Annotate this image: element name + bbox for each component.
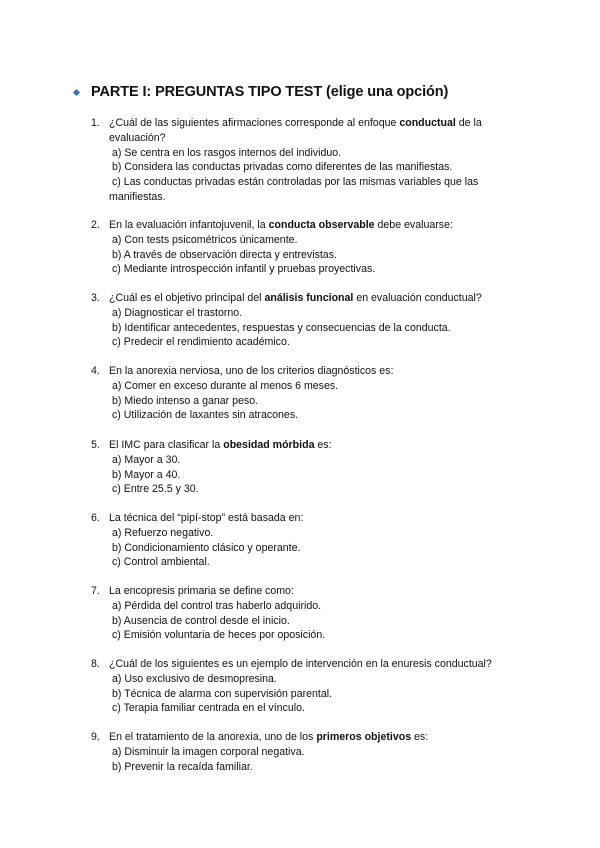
question-number: 7. — [91, 585, 100, 597]
option-a: a) Refuerzo negativo. — [112, 526, 214, 539]
option-a: a) Disminuir la imagen corporal negativa. — [112, 745, 305, 758]
question-number: 1. — [91, 117, 100, 129]
option-a: a) Comer en exceso durante al menos 6 meses. — [112, 379, 339, 392]
option-c: c) Terapia familiar centrada en el vínculo. — [112, 702, 305, 715]
question-stem: El IMC para clasificar la obesidad mórbida es: — [109, 439, 332, 451]
question-stem: En la evaluación infantojuvenil, la conducta observable debe evaluarse: — [109, 219, 453, 231]
question-stem-continuation: evaluación? — [109, 131, 166, 144]
option-b: b) Técnica de alarma con supervisión parental. — [112, 687, 333, 700]
question-9 — [91, 730, 511, 774]
question-5 — [91, 438, 511, 497]
question-stem: En el tratamiento de la anorexia, uno de los primeros objetivos es: — [109, 731, 429, 743]
option-c: c) Predecir el rendimiento académico. — [112, 336, 290, 349]
question-number: 6. — [91, 512, 100, 524]
question-number: 8. — [91, 658, 100, 670]
option-a: a) Diagnosticar el trastorno. — [112, 306, 243, 319]
question-6 — [91, 511, 511, 570]
option-c: c) Las conductas privadas están controladas por las mismas variables que las — [112, 176, 479, 189]
diamond-bullet-icon — [73, 89, 80, 96]
option-c: c) Utilización de laxantes sin atracones. — [112, 409, 299, 422]
option-a: a) Se centra en los rasgos internos del individuo. — [112, 146, 342, 159]
option-b: b) Condicionamiento clásico y operante. — [112, 541, 301, 554]
question-stem: ¿Cuál es el objetivo principal del análisis funcional en evaluación conductual? — [109, 292, 482, 304]
question-3 — [91, 291, 511, 350]
question-stem: ¿Cuál de las siguientes afirmaciones corresponde al enfoque conductual de la — [109, 117, 482, 129]
question-stem: La encopresis primaria se define como: — [109, 585, 294, 597]
option-b: b) Ausencia de control desde el inicio. — [112, 614, 290, 627]
option-a: a) Mayor a 30. — [112, 453, 181, 466]
option-b: b) Miedo intenso a ganar peso. — [112, 394, 259, 407]
option-b: b) Identificar antecedentes, respuestas y consecuencias de la conducta. — [112, 321, 451, 334]
question-4 — [91, 364, 511, 423]
question-number: 9. — [91, 731, 100, 743]
question-8 — [91, 657, 531, 716]
question-2 — [91, 218, 511, 277]
option-c: c) Emisión voluntaria de heces por oposición. — [112, 629, 326, 642]
option-c: c) Mediante introspección infantil y pruebas proyectivas. — [112, 263, 376, 276]
question-stem: ¿Cuál de los siguientes es un ejemplo de intervención en la enuresis conductual? — [109, 658, 492, 670]
option-a: a) Uso exclusivo de desmopresina. — [112, 672, 277, 685]
question-number: 2. — [91, 219, 100, 231]
option-b: b) Prevenir la recaída familiar. — [112, 760, 253, 773]
option-b: b) A través de observación directa y entrevistas. — [112, 248, 337, 261]
section-heading-text: PARTE I: PREGUNTAS TIPO TEST (elige una opción) — [91, 84, 449, 100]
question-stem: En la anorexia nerviosa, uno de los criterios diagnósticos es: — [109, 365, 394, 377]
question-stem: La técnica del “pipí-stop” está basada en: — [109, 512, 304, 524]
option-b: b) Considera las conductas privadas como diferentes de las manifiestas. — [112, 161, 453, 174]
option-c: c) Entre 25.5 y 30. — [112, 483, 199, 496]
question-number: 3. — [91, 292, 100, 304]
option-b: b) Mayor a 40. — [112, 468, 181, 481]
option-a: a) Pérdida del control tras haberlo adquirido. — [112, 599, 322, 612]
option-c-continuation: manifiestas. — [109, 190, 166, 203]
option-a: a) Con tests psicométricos únicamente. — [112, 233, 298, 246]
question-number: 5. — [91, 439, 100, 451]
question-7 — [91, 584, 511, 643]
question-1 — [91, 116, 511, 205]
option-c: c) Control ambiental. — [112, 556, 210, 569]
section-heading — [74, 84, 448, 100]
question-number: 4. — [91, 365, 100, 377]
